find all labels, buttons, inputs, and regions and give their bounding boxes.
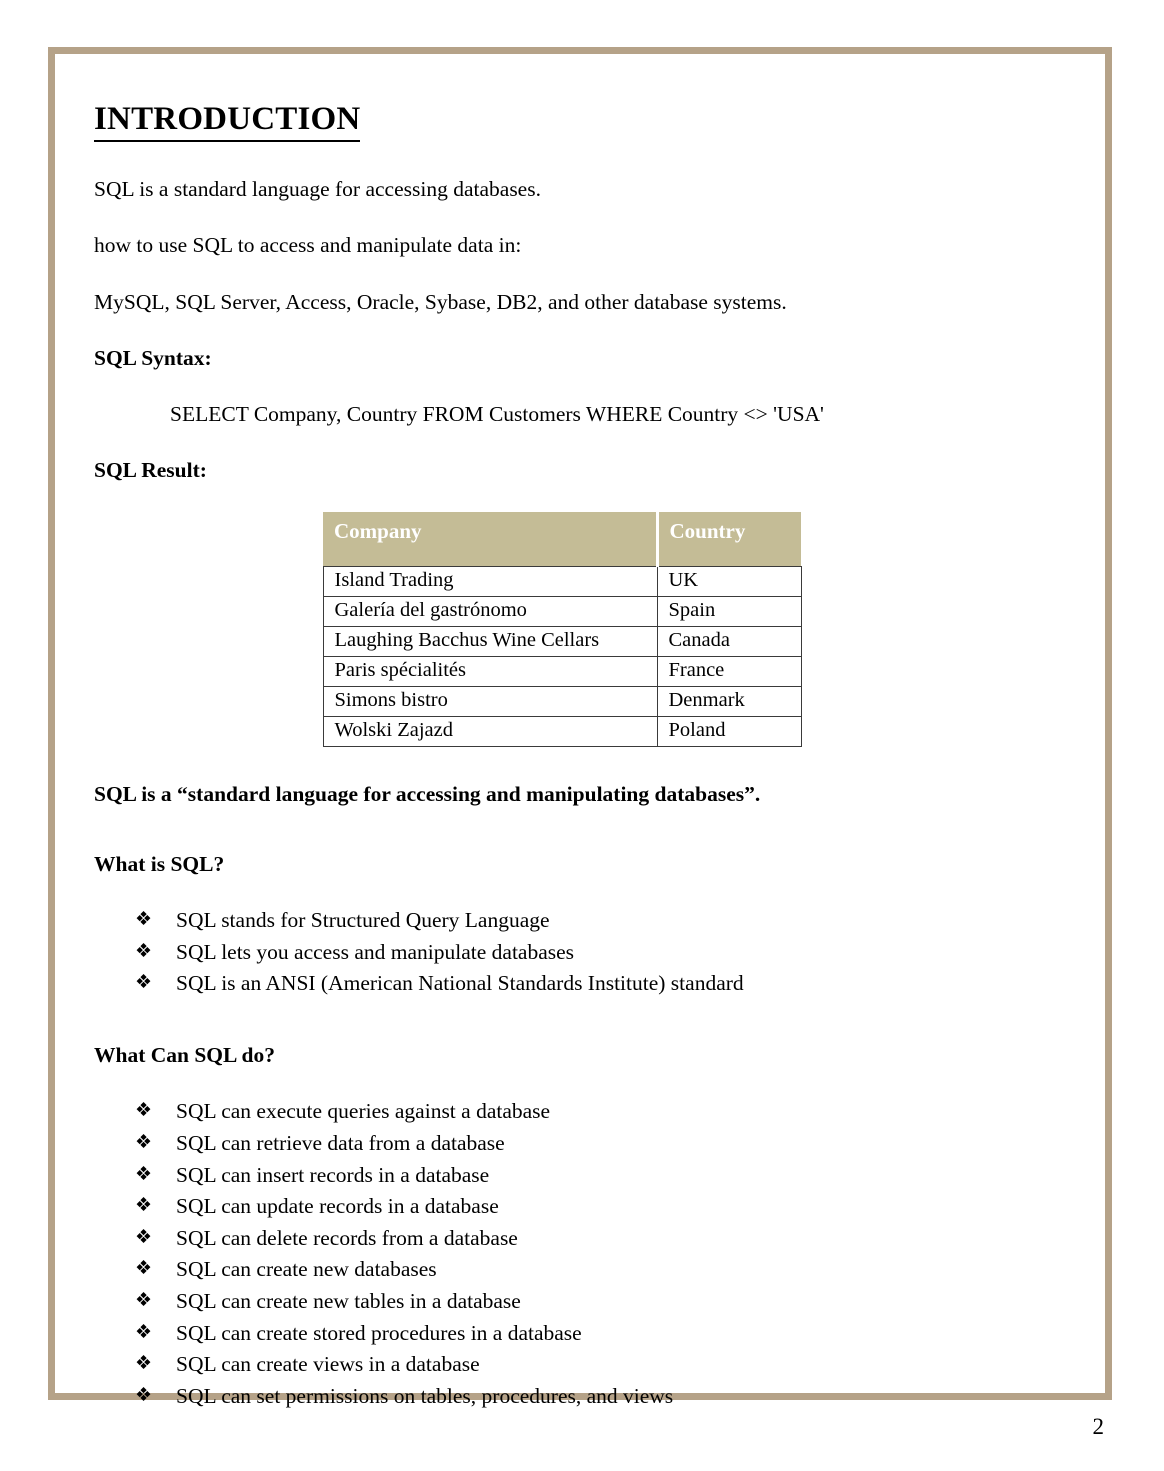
list-item-label: SQL can retrieve data from a database (176, 1130, 505, 1155)
list-item (94, 1287, 1024, 1316)
cell-country: Canada (657, 627, 801, 657)
list-item (94, 1192, 1024, 1221)
cell-company: Island Trading (323, 567, 657, 597)
cell-country: Spain (657, 597, 801, 627)
list-item (94, 1350, 1024, 1379)
sql-syntax-heading: SQL Syntax: (94, 346, 212, 371)
table-header-row (323, 512, 801, 567)
table-row (323, 597, 801, 627)
table-row (323, 687, 801, 717)
diamond-bullet-icon: ❖ (135, 909, 153, 931)
diamond-bullet-icon: ❖ (135, 1321, 153, 1343)
spacer-before-what-is-sql (94, 837, 1024, 851)
page-title-wrapper (94, 100, 1024, 172)
list-item (94, 1129, 1024, 1158)
list-item (94, 1255, 1024, 1284)
diamond-bullet-icon: ❖ (135, 1163, 153, 1185)
list-item (94, 906, 1024, 935)
list-item-label: SQL can insert records in a database (176, 1162, 490, 1187)
diamond-bullet-icon: ❖ (135, 972, 153, 994)
column-header-company: Company (323, 512, 657, 567)
cell-company: Laughing Bacchus Wine Cellars (323, 627, 657, 657)
table-row (323, 717, 801, 747)
what-can-sql-do-list (94, 1097, 1024, 1410)
sql-definition-statement: SQL is a “standard language for accessing and manipulating databases”. (94, 782, 761, 807)
diamond-bullet-icon: ❖ (135, 1100, 153, 1122)
diamond-bullet-icon: ❖ (135, 1384, 153, 1406)
what-is-sql-list (94, 906, 1024, 998)
page-number: 2 (1092, 1414, 1104, 1439)
sql-result-table (323, 512, 802, 747)
list-item-label: SQL can delete records from a database (176, 1225, 518, 1250)
list-item (94, 1319, 1024, 1348)
diamond-bullet-icon: ❖ (135, 1289, 153, 1311)
cell-country: UK (657, 567, 801, 597)
sql-result-heading: SQL Result: (94, 457, 207, 482)
cell-company: Paris spécialités (323, 657, 657, 687)
intro-paragraph-2: how to use SQL to access and manipulate data in: (94, 233, 522, 258)
table-row (323, 657, 801, 687)
what-is-sql-heading: What is SQL? (94, 851, 225, 876)
diamond-bullet-icon: ❖ (135, 1226, 153, 1248)
list-item (94, 938, 1024, 967)
list-item (94, 1161, 1024, 1190)
column-header-country: Country (657, 512, 801, 567)
list-item-label: SQL lets you access and manipulate databases (176, 939, 575, 964)
list-item (94, 1382, 1024, 1411)
list-item-label: SQL stands for Structured Query Language (176, 908, 550, 933)
list-item-label: SQL can execute queries against a database (176, 1099, 551, 1124)
page-title: INTRODUCTION (94, 100, 360, 142)
list-item (94, 1224, 1024, 1253)
list-item-label: SQL can create views in a database (176, 1352, 480, 1377)
table-header (323, 512, 801, 567)
what-can-sql-do-heading: What Can SQL do? (94, 1042, 276, 1067)
spacer-before-what-can-sql-do (94, 1028, 1024, 1042)
diamond-bullet-icon: ❖ (135, 940, 153, 962)
table-row (323, 567, 801, 597)
list-item-label: SQL can create new tables in a database (176, 1288, 521, 1313)
diamond-bullet-icon: ❖ (135, 1258, 153, 1280)
sql-query-text: SELECT Company, Country FROM Customers WHERE Country <> 'USA' (170, 402, 824, 426)
diamond-bullet-icon: ❖ (135, 1353, 153, 1375)
list-item-label: SQL is an ANSI (American National Standards Institute) standard (176, 971, 744, 996)
cell-country: France (657, 657, 801, 687)
spacer-after-table (94, 755, 1024, 781)
table-row (323, 627, 801, 657)
table-body (323, 567, 801, 747)
intro-paragraph-3: MySQL, SQL Server, Access, Oracle, Sybase, DB2, and other database systems. (94, 289, 787, 314)
list-item-label: SQL can set permissions on tables, procedures, and views (176, 1383, 674, 1408)
cell-company: Wolski Zajazd (323, 717, 657, 747)
diamond-bullet-icon: ❖ (135, 1131, 153, 1153)
diamond-bullet-icon: ❖ (135, 1195, 153, 1217)
document-content (94, 100, 1024, 1440)
intro-paragraph-1: SQL is a standard language for accessing databases. (94, 176, 541, 201)
list-item-label: SQL can update records in a database (176, 1194, 499, 1219)
result-table-wrapper (94, 512, 1024, 747)
cell-company: Simons bistro (323, 687, 657, 717)
cell-country: Denmark (657, 687, 801, 717)
list-item (94, 969, 1024, 998)
cell-country: Poland (657, 717, 801, 747)
list-item-label: SQL can create stored procedures in a database (176, 1320, 582, 1345)
list-item-label: SQL can create new databases (176, 1257, 437, 1282)
cell-company: Galería del gastrónomo (323, 597, 657, 627)
list-item (94, 1097, 1024, 1126)
